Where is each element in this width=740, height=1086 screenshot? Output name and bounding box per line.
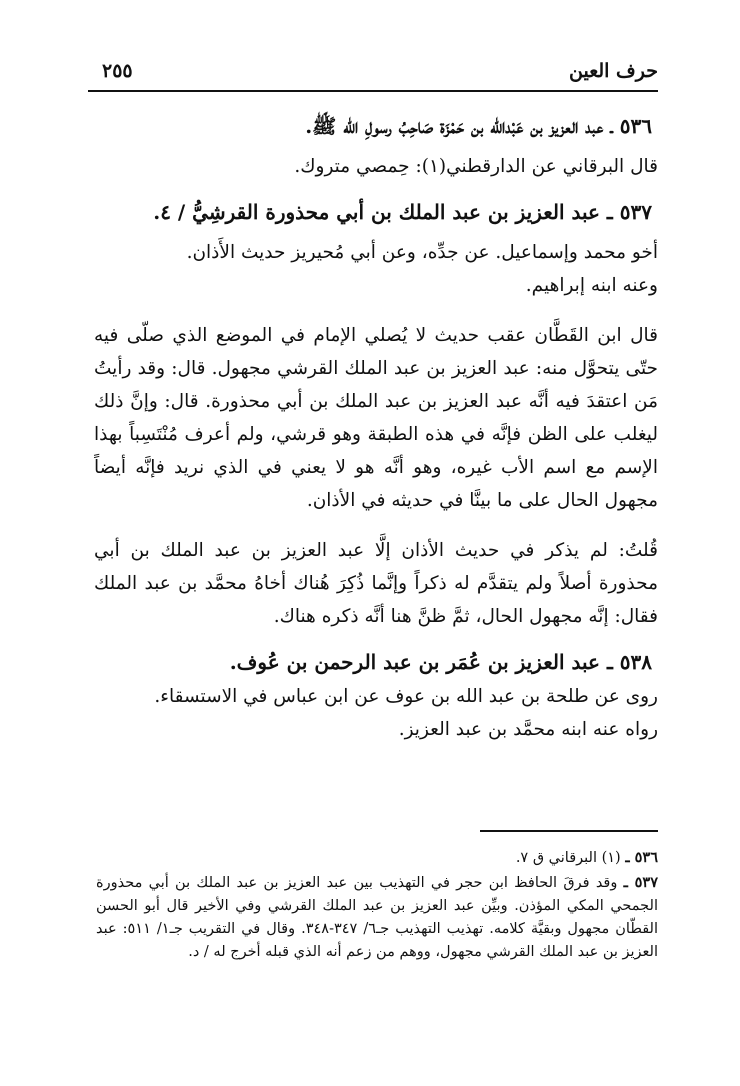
section-spacer bbox=[94, 312, 658, 313]
footnote-text: (١) البرقاني ق ٧. bbox=[515, 850, 621, 866]
footnote-key: ٥٣٧ ـ bbox=[623, 874, 658, 891]
entry-537 bbox=[94, 194, 658, 633]
entry-heading: ٥٣٦ ـ عبد العزيز بن عَبْدالله بن حَمْزَة صَاحِبُ رسولِ الله ﷺ. bbox=[305, 114, 652, 138]
footnote-separator bbox=[480, 830, 658, 832]
section-spacer bbox=[94, 527, 658, 528]
entry-paragraph: وعنه ابنه إبراهيم. bbox=[525, 275, 658, 296]
page-header bbox=[88, 58, 658, 92]
entry-paragraph: قال ابن القَطَّان عقب حديث لا يُصلي الإمام في الموضع الذي صلّى فيه حتّى يتحوَّل منه: عبد العزيز بن عبد الملك القرشي مجهول. قال: وقد رأيتُ مَن اعتقدَ فيه أنَّه عبد العزيز بن عبد الملك بن أبي محذورة. قال: وإنَّ ذلك ليغلب على الظن فإنَّه في هذه الطبقة وهو قرشي، ولم أعرف مُنْتَسِباً بهذا الإسم مع اسم الأب غيره، وهو أنَّه هو لا يعني في الذي نريد فإنَّه أيضاً مجهول الحال على ما بينَّا في حديثه في الأذان. bbox=[94, 325, 658, 511]
footnote-item bbox=[96, 871, 658, 964]
entry-538 bbox=[94, 644, 658, 746]
entry-paragraph: قُلتُ: لم يذكر في حديث الأذان إلَّا عبد العزيز بن عبد الملك بن أبي محذورة أصلاً ولم يتقدَّم له ذكراً وإنَّما ذُكِرَ هُناك أخاهُ محمَّد بن عبد الملك فقال: إنَّه مجهول الحال، ثمَّ ظنَّ هنا أنَّه ذكره هناك. bbox=[94, 540, 658, 627]
entry-paragraph: قال البرقاني عن الدارقطني(١): حِمصي متروك. bbox=[294, 156, 658, 177]
footnote-item bbox=[96, 846, 658, 870]
entry-536 bbox=[94, 108, 658, 183]
main-text bbox=[94, 108, 658, 746]
entry-heading: ٥٣٨ ـ عبد العزيز بن عُمَر بن عبد الرحمن بن عُوف. bbox=[229, 650, 652, 674]
entry-paragraph: روى عن طلحة بن عبد الله بن عوف عن ابن عباس في الاستسقاء. bbox=[154, 686, 658, 707]
footnote-text: وقد فرقَ الحافظ ابن حجر في التهذيب بين عبد العزيز بن عبد الملك بن أبي محذورة الجمحي المكي المؤذن. وبيِّن عبد العزيز بن عبد الملك القرشي وفي الأخير قال أبو الحسن القطّان مجهول وبقيَّة كلامه. تهذيب التهذيب جـ٦/ ٣٤٧-٣٤٨. وقال في التقريب جـ١/ ٥١١: عبد العزيز بن عبد الملك القرشي مجهول، ووهم من زعم أنه الذي قبله أخرج له / د. bbox=[96, 875, 659, 960]
footnote-key: ٥٣٦ ـ bbox=[625, 849, 658, 866]
entry-heading: ٥٣٧ ـ عبد العزيز بن عبد الملك بن أبي محذورة القرشِيُّ / ٤. bbox=[153, 200, 652, 224]
entry-paragraph: رواه عنه ابنه محمَّد بن عبد العزيز. bbox=[398, 719, 658, 740]
entry-paragraph: أخو محمد وإسماعيل. عن جدِّه، وعن أبي مُحيريز حديث الأَذان. bbox=[186, 242, 658, 263]
page-number: ٢٥٥ bbox=[102, 60, 133, 82]
running-title: حرف العين bbox=[569, 60, 658, 82]
footnotes bbox=[96, 846, 658, 965]
